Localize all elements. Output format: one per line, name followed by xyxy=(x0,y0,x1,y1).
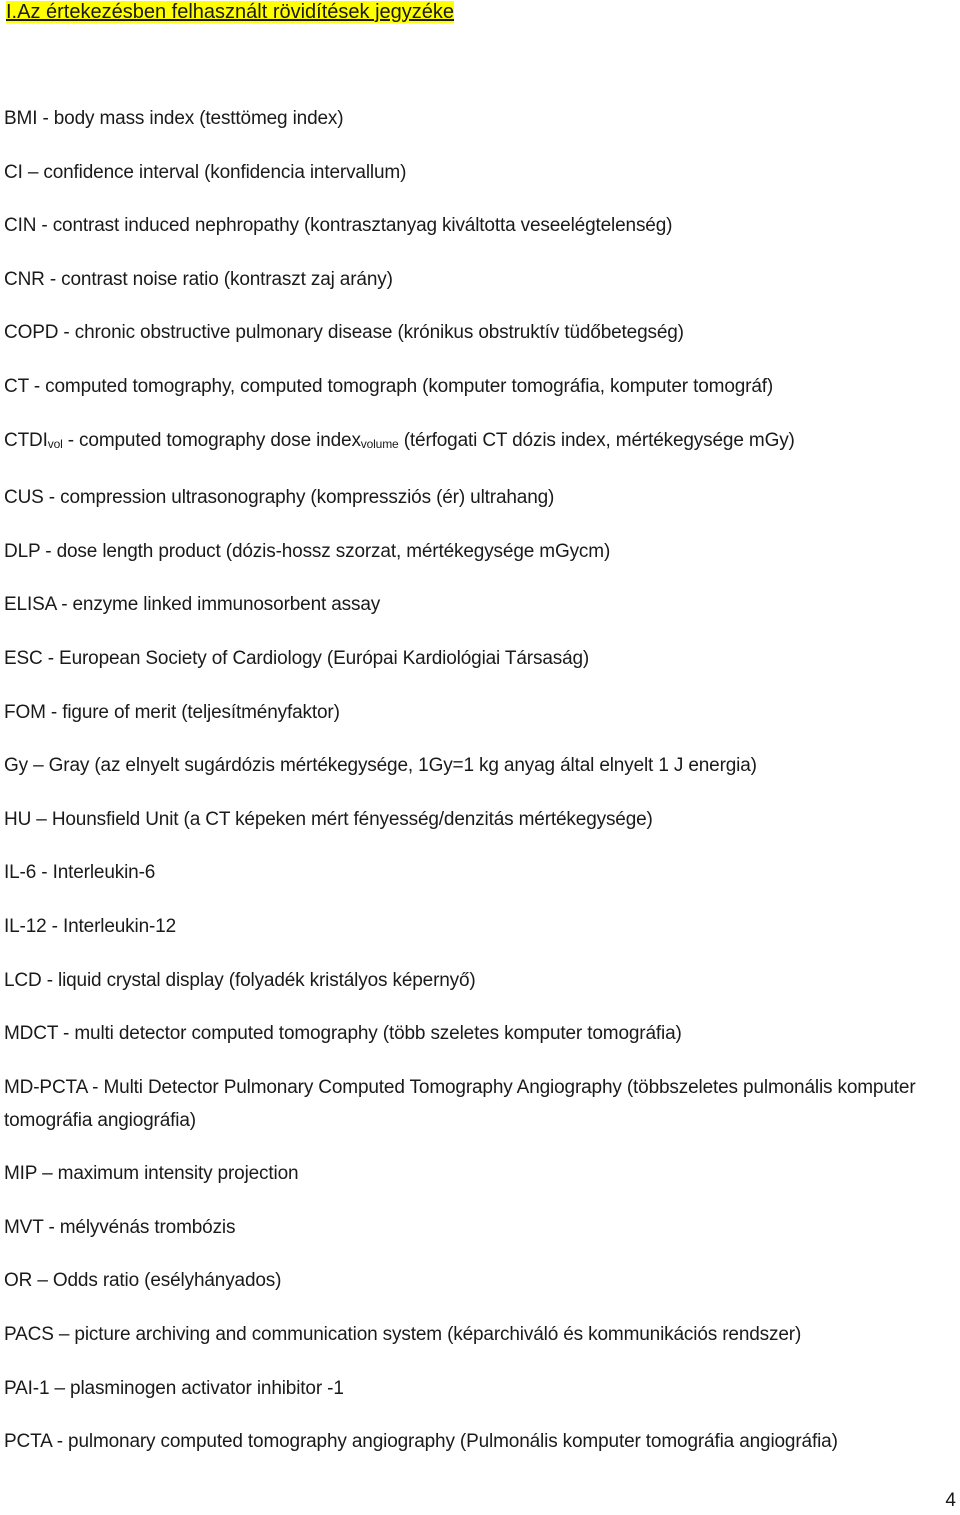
abbreviation-entry-cnr: CNR - contrast noise ratio (kontraszt zaj arány) xyxy=(4,268,393,290)
page-number: 4 xyxy=(945,1490,956,1511)
abbreviation-entry-or: OR – Odds ratio (esélyhányados) xyxy=(4,1270,282,1292)
abbreviation-entry-ctdivol xyxy=(4,424,954,461)
page-heading xyxy=(6,0,454,24)
abbreviation-entry-pacs: PACS – picture archiving and communication system (képarchiváló és kommunikációs rendszer) xyxy=(4,1324,802,1346)
abbreviation-entry-esc: ESC - European Society of Cardiology (Európai Kardiológiai Társaság) xyxy=(4,647,590,669)
abbreviation-entry-ct: CT - computed tomography, computed tomograph (komputer tomográfia, komputer tomográf) xyxy=(4,375,774,397)
abbreviation-entry-hu: HU – Hounsfield Unit (a CT képeken mért fényesség/denzitás mértékegysége) xyxy=(4,808,653,830)
abbreviation-entry-il12: IL-12 - Interleukin-12 xyxy=(4,915,177,937)
entry-subscript-volume: volume xyxy=(360,436,399,451)
abbreviation-entry-cus: CUS - compression ultrasonography (kompressziós (ér) ultrahang) xyxy=(4,487,555,509)
abbreviation-entry-elisa: ELISA - enzyme linked immunosorbent assay xyxy=(4,594,381,616)
abbreviation-entry-dlp: DLP - dose length product (dózis-hossz szorzat, mértékegysége mGycm) xyxy=(4,540,611,562)
abbreviation-entry-mip: MIP – maximum intensity projection xyxy=(4,1163,299,1185)
abbreviation-entry-ci: CI – confidence interval (konfidencia intervallum) xyxy=(4,161,407,183)
entry-subscript-vol: vol xyxy=(47,436,63,451)
abbreviation-entry-fom: FOM - figure of merit (teljesítményfaktor) xyxy=(4,701,340,723)
abbreviation-entry-il6: IL-6 - Interleukin-6 xyxy=(4,862,156,884)
abbreviation-entry-gy: Gy – Gray (az elnyelt sugárdózis mértékegysége, 1Gy=1 kg anyag által elnyelt 1 J energia) xyxy=(4,755,757,777)
abbreviation-entry-mdct: MDCT - multi detector computed tomography (több szeletes komputer tomográfia) xyxy=(4,1023,682,1045)
abbreviation-entry-mvt: MVT - mélyvénás trombózis xyxy=(4,1216,236,1238)
abbreviation-entry-copd: COPD - chronic obstructive pulmonary disease (krónikus obstruktív tüdőbetegség) xyxy=(4,322,684,344)
entry-middle: - computed tomography dose index xyxy=(62,429,361,451)
abbreviation-entry-bmi: BMI - body mass index (testtömeg index) xyxy=(4,108,344,129)
heading-highlight: I.Az értekezésben felhasznált rövidítések jegyzéke xyxy=(6,1,455,23)
abbreviation-entry-lcd: LCD - liquid crystal display (folyadék kristályos képernyő) xyxy=(4,969,476,991)
abbreviation-entry-cin: CIN - contrast induced nephropathy (kontrasztanyag kiváltotta veseelégtelenség) xyxy=(4,215,673,237)
abbreviation-list xyxy=(4,102,954,1479)
abbreviation-entry-md-pcta: MD-PCTA - Multi Detector Pulmonary Computed Tomography Angiography (többszeletes pulmonális komputer tomográfia angiográfia) xyxy=(4,1076,916,1131)
entry-suffix: (térfogati CT dózis index, mértékegysége mGy) xyxy=(398,429,795,451)
abbreviation-entry-pcta: PCTA - pulmonary computed tomography angiography (Pulmonális komputer tomográfia angiográfia) xyxy=(4,1431,838,1453)
entry-prefix: CTDI xyxy=(4,429,48,451)
abbreviation-entry-pai1: PAI-1 – plasminogen activator inhibitor -1 xyxy=(4,1377,344,1399)
